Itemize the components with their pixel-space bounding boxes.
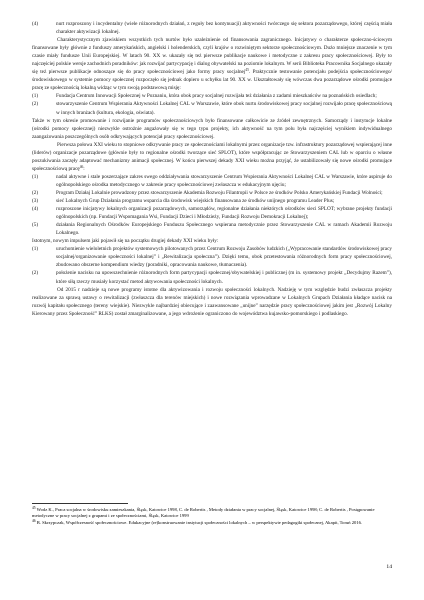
list-item-text: działania Regionalnych Ośrodków Europejskiego Funduszu Społecznego wspierana metodycznie przez Stowarzyszenie CAL w ramach Akademii Rozwoju Lokalnego.	[56, 222, 392, 237]
page-number: 14	[386, 564, 392, 570]
paragraph: Od 2015 r nadzieje są nowe programy istotne dla aktywizowania i rozwoju społeczności lokalnych. Nadzieję w tym względzie budzi zwłaszcza projekty realizowane za sprawą ustawy o rewitalizacji (zwłaszcza dla terenów miejskich) i nowe rozwiązania wprowadzane w Lokalnych Grupach Działania kładące nacisk na rozwój kapitału społecznego (tereny wiejskie). Niezwykle najbardziej obiecujące i zaawansowane „unijne” narzędzie pracy społecznościowej jakim jest „Rozwój Lokalny Kierowany przez Społeczność” RLKS) został zmarginalizowane, a jego wdrożenie ograniczono do województwa kujawsko-pomorskiego i podlaskiego.	[32, 286, 392, 317]
list-item-text: sieć Lokalnych Grup Działania programu wsparcia dla środowisk wiejskich finansowana ze środków unijnego programu Leader Plus;	[56, 198, 335, 205]
list-item-number: (1)	[32, 173, 39, 180]
list-item-number: (4)	[32, 206, 39, 213]
list-item-text: uruchomienie wieloletnich projektów systemowych pilotowanych przez Centrum Rozwoju Zasobów ludzkich („Wypracowanie standardów środowiskowej pracy socjalnej/organizowanie społeczności lokalnej” i „Rewitalizacja społeczna”). Dzięki temu, obok przetestowania różnorodnych form pracy społecznościowej, zbudowano obszerne kompendium wiedzy (poradniki, opracowania naukowe, tłumaczenia).	[56, 246, 392, 269]
footnote-mark: 46	[32, 518, 36, 523]
list-item	[32, 269, 392, 285]
list-item	[32, 100, 392, 116]
list-item-number: (5)	[32, 222, 39, 229]
list-item-text: położenie nacisku na upowszechnienie różnorodnych form partycypacji społecznej/obywatelskiej i publicznej (m in. systemowy projekt „Decydujmy Razem”), które siłą rzeczy musiały korzystać metod aktywowania społeczności lokalnych.	[56, 270, 392, 285]
list-item	[32, 20, 392, 36]
footnotes	[32, 503, 392, 526]
list-item	[32, 197, 392, 205]
list-item-text: Program Działaj Lokalnie prowadzony przez stowarzyszenie Akademia Rozwoju Filantropii w Polsce ze środków Polsko Amerykańskiej Fundacji Wolności;	[56, 189, 383, 196]
paragraph-text-end: . Praktycznie testowanie potencjału podejścia społecznościowego/środowiskowego w systemie pomocy społecznej rozpoczęło się jednak dopiero u schyłku lat 90. XX w. Ukształtowały się wówczas dwa pozarządowe ośrodki promujące pracę ze społecznością lokalną widząc w tym swoją podstawową misję:	[32, 69, 392, 92]
list-item	[32, 189, 392, 197]
list-item	[32, 173, 392, 189]
list	[32, 245, 392, 285]
list-item-number: (1)	[32, 246, 39, 253]
footnote-divider	[32, 503, 128, 504]
list-item-text: rozproszone inicjatywy lokalnych organizacji pozarządowych, samorządów, regionalne działania niektórych ośrodków sieci SPLOT; wybrane projekty fundacji ogólnopolskich (np. Fundacji Wspomagania Wsi, Fundacji Dzieci i Młodzieży, Fundacji Rozwoju Demokracji Lokalnej);	[56, 206, 392, 221]
paragraph	[32, 36, 392, 92]
paragraph	[32, 141, 392, 173]
footnote	[32, 507, 392, 520]
footnote-ref[interactable]: 45	[245, 68, 249, 73]
footnote-text: Wodz K., Praca socjalna w środowisku zamieszkania, Śląsk, Katowice 1998, C. de Robertis , Metody działania w pracy socjalnej, Śląsk, Katowice 1998; C. de Robertis , Postępowanie metodyczne w pracy socjalnej z grupami i ze społecznościami, Śląsk, Katowice 1999	[32, 507, 375, 519]
list-item-number: (3)	[32, 198, 39, 205]
list-item-number: (1)	[32, 93, 39, 100]
list-item	[32, 205, 392, 221]
paragraph-text: Charakterystycznym zjawiskiem wszystkich tych nurtów było uzależnienie od finansowania zagranicznego. Inicjatywy o charakterze społeczno-ściowym finansowane były głównie z funduszy amerykańskich, angielski i holenderskich, czyli krajów o rozwiniętym sektorze społecznościowym. Dużo mniejsze znaczenie w tym czasie miały fundusze Unii Europejskiej. W latach 90. XX w. ukazały się też pierwsze publikacje naukowe i metodyczne z zakresu pracy społecznościowej. Były to najczęściej polskie wersje zachodnich poradników: jak rozwijać partycypację i dialog obywatelski na poziomie lokalnym. W serii Biblioteka Pracownika Socjalnego ukazały się też pierwsze publikacje odnoszące się do pracy społecznościowej jako formy pracy socjalnej	[32, 37, 392, 76]
paragraph-text: Pierwsza połowa XXI wieku to stopniowe odkrywanie pracy ze społecznościami lokalnymi przez organizacje tzw. infrastruktury pozarządowej wspierającej inne (liderów) organizacje pozarządowe (głównie były to regionalne ośrodki tworzące sieć SPLOT), które współpracując ze Stowarzyszeniem CAL lub w oparciu o własne poszukiwania zaczęły adaptować mechanizmy animacji społecznej. W końcu pierwszej dekady XXI wieku można przyjąć, że ustabilizowały się nowe ośrodki promujące społecznościową pracę	[32, 141, 392, 172]
footnote-text: B. Skrzypczak, Współczesność społecznościowe. Edukacyjne (re)konstruowanie instytucji społeczności lokalnych – w perspektywie pedagogiki społecznej, Akapit, Toruń 2016.	[36, 519, 363, 525]
list	[32, 173, 392, 237]
list-item	[32, 92, 392, 100]
list-item	[32, 245, 392, 269]
list-item-number: (2)	[32, 270, 39, 277]
list-item-number: (4)	[32, 21, 39, 27]
list-item	[32, 221, 392, 237]
list-item-text: stowarzyszenie Centrum Wspierania Aktywności Lokalnej CAL w Warszawie, które obok nurtu środowiskowej pracy socjalnej rozwijało pracę społecznościową w innych branżach (kultura, ekologia, oświata).	[56, 101, 392, 116]
list-item-text: nadal aktywne i stale poszerzające zakres swego oddziaływania stowarzyszenie Centrum Wspierania Aktywności Lokalnej CAL w Warszawie, które aspiruje do ogólnopolskiego ośrodka metodycznego w zakresie pracy społecznościowej zwłaszcza w edukacyjnym ujęciu;	[56, 173, 392, 188]
footnote	[32, 520, 392, 526]
paragraph-text-end: :	[83, 165, 85, 172]
list-item-number: (2)	[32, 101, 39, 108]
footnote-mark: 45	[32, 506, 36, 510]
list-item-text: nurt rozproszony i incydentalny (wiele różnorodnych działań, z reguły bez kontynuacji) aktywności twórczego się sektora pozarządowego, której częścią miała charakter aktywizacji lokalnej.	[56, 21, 392, 36]
list-item-text: Fundacja Centrum Innowacji Społecznej w Poznaniu, która obok pracy socjalnej rozwijała też działania z zadami mieszkańców na poznańskich osiedlach;	[56, 93, 377, 100]
paragraph: Także w tym okresie promowanie i rozwijanie programów społecznościowych było finansowane całkowicie ze źródeł zewnętrznych. Samorządy i instytucje lokalne (ośrodki pomocy społecznej) niezwykle ostrożnie angażowały się w tego typu projekty, ich aktywność na tym polu była najczęściej wynikiem indywidualnego zaangażowania poszczególnych osób odkrywających potencjał pracy społecznościowej.	[32, 117, 392, 140]
list	[32, 92, 392, 116]
paragraph: Istotnym, nowym impulsem jaki pojawił się na początku drugiej dekady XXI wieku były:	[32, 238, 219, 245]
list-item-number: (2)	[32, 189, 39, 196]
footnote-ref[interactable]: 46	[79, 164, 84, 169]
